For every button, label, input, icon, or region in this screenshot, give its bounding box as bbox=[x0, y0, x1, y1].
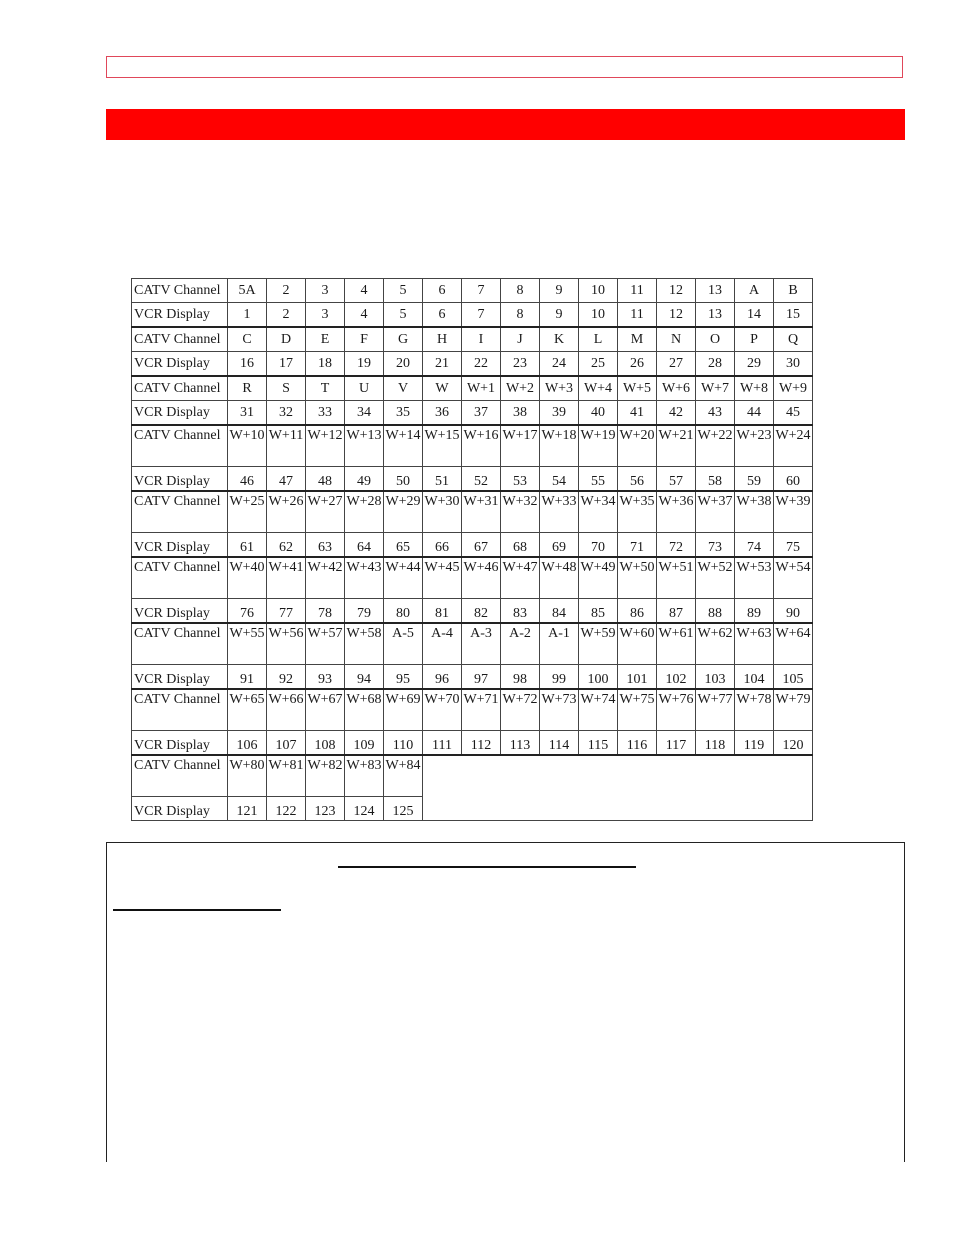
vcr-display-cell: 6 bbox=[423, 303, 462, 328]
vcr-display-cell: 10 bbox=[579, 303, 618, 328]
section-title-bar bbox=[106, 109, 905, 140]
vcr-display-cell: 66 bbox=[423, 533, 462, 558]
catv-channel-cell: 12 bbox=[657, 279, 696, 303]
catv-channel-cell: W+33 bbox=[540, 491, 579, 533]
vcr-display-cell: 57 bbox=[657, 467, 696, 492]
catv-channel-row bbox=[132, 279, 813, 303]
vcr-display-cell: 72 bbox=[657, 533, 696, 558]
catv-channel-row bbox=[132, 557, 813, 599]
vcr-display-cell: 103 bbox=[696, 665, 735, 690]
catv-channel-cell: W+68 bbox=[345, 689, 384, 731]
vcr-display-cell: 71 bbox=[618, 533, 657, 558]
catv-channel-cell: W+83 bbox=[345, 755, 384, 797]
catv-channel-row bbox=[132, 755, 813, 797]
catv-channel-cell: W+27 bbox=[306, 491, 345, 533]
vcr-display-cell: 119 bbox=[735, 731, 774, 756]
vcr-display-cell: 42 bbox=[657, 401, 696, 426]
vcr-display-cell: 85 bbox=[579, 599, 618, 624]
catv-channel-cell: W+39 bbox=[774, 491, 813, 533]
catv-channel-cell: Q bbox=[774, 327, 813, 352]
catv-channel-cell: W bbox=[423, 376, 462, 401]
vcr-display-cell: 83 bbox=[501, 599, 540, 624]
catv-channel-cell: W+59 bbox=[579, 623, 618, 665]
catv-channel-cell: W+26 bbox=[267, 491, 306, 533]
vcr-display-cell: 121 bbox=[228, 797, 267, 821]
catv-channel-cell: W+38 bbox=[735, 491, 774, 533]
vcr-display-cell: 47 bbox=[267, 467, 306, 492]
vcr-display-cell: 52 bbox=[462, 467, 501, 492]
catv-channel-cell: A-5 bbox=[384, 623, 423, 665]
vcr-display-cell: 64 bbox=[345, 533, 384, 558]
catv-channel-cell: W+75 bbox=[618, 689, 657, 731]
vcr-display-cell: 67 bbox=[462, 533, 501, 558]
vcr-display-cell: 17 bbox=[267, 352, 306, 377]
vcr-display-label: VCR Display bbox=[132, 665, 228, 690]
vcr-display-cell: 44 bbox=[735, 401, 774, 426]
catv-channel-cell: I bbox=[462, 327, 501, 352]
catv-channel-cell: W+16 bbox=[462, 425, 501, 467]
vcr-display-cell: 63 bbox=[306, 533, 345, 558]
vcr-display-cell: 93 bbox=[306, 665, 345, 690]
catv-channel-cell: W+62 bbox=[696, 623, 735, 665]
vcr-display-cell: 113 bbox=[501, 731, 540, 756]
catv-channel-cell: B bbox=[774, 279, 813, 303]
vcr-display-cell: 46 bbox=[228, 467, 267, 492]
vcr-display-cell: 37 bbox=[462, 401, 501, 426]
catv-channel-cell: D bbox=[267, 327, 306, 352]
vcr-display-cell: 33 bbox=[306, 401, 345, 426]
empty-table-area bbox=[423, 755, 813, 821]
vcr-display-cell: 26 bbox=[618, 352, 657, 377]
vcr-display-cell: 39 bbox=[540, 401, 579, 426]
vcr-display-cell: 69 bbox=[540, 533, 579, 558]
vcr-display-cell: 7 bbox=[462, 303, 501, 328]
note-subheading-underline bbox=[113, 909, 281, 911]
vcr-display-cell: 102 bbox=[657, 665, 696, 690]
vcr-display-cell: 74 bbox=[735, 533, 774, 558]
vcr-display-cell: 32 bbox=[267, 401, 306, 426]
catv-channel-cell: W+81 bbox=[267, 755, 306, 797]
vcr-display-cell: 79 bbox=[345, 599, 384, 624]
catv-channel-cell: W+19 bbox=[579, 425, 618, 467]
catv-channel-cell: H bbox=[423, 327, 462, 352]
catv-channel-cell: W+7 bbox=[696, 376, 735, 401]
catv-channel-cell: W+31 bbox=[462, 491, 501, 533]
catv-channel-cell: W+24 bbox=[774, 425, 813, 467]
catv-channel-label: CATV Channel bbox=[132, 623, 228, 665]
catv-channel-cell: W+43 bbox=[345, 557, 384, 599]
catv-channel-cell: W+34 bbox=[579, 491, 618, 533]
vcr-display-cell: 106 bbox=[228, 731, 267, 756]
vcr-display-cell: 29 bbox=[735, 352, 774, 377]
vcr-display-cell: 24 bbox=[540, 352, 579, 377]
catv-channel-cell: W+54 bbox=[774, 557, 813, 599]
catv-channel-cell: W+28 bbox=[345, 491, 384, 533]
catv-channel-cell: W+5 bbox=[618, 376, 657, 401]
vcr-display-label: VCR Display bbox=[132, 401, 228, 426]
catv-channel-cell: A-3 bbox=[462, 623, 501, 665]
catv-channel-cell: W+25 bbox=[228, 491, 267, 533]
catv-channel-cell: A bbox=[735, 279, 774, 303]
vcr-display-cell: 36 bbox=[423, 401, 462, 426]
catv-channel-cell: W+67 bbox=[306, 689, 345, 731]
vcr-display-cell: 125 bbox=[384, 797, 423, 821]
vcr-display-cell: 49 bbox=[345, 467, 384, 492]
catv-channel-cell: W+82 bbox=[306, 755, 345, 797]
vcr-display-cell: 60 bbox=[774, 467, 813, 492]
catv-channel-row bbox=[132, 491, 813, 533]
catv-channel-cell: 10 bbox=[579, 279, 618, 303]
vcr-display-row bbox=[132, 352, 813, 377]
catv-channel-row bbox=[132, 425, 813, 467]
catv-channel-cell: W+18 bbox=[540, 425, 579, 467]
catv-channel-cell: F bbox=[345, 327, 384, 352]
catv-channel-cell: 5A bbox=[228, 279, 267, 303]
vcr-display-cell: 86 bbox=[618, 599, 657, 624]
vcr-display-cell: 96 bbox=[423, 665, 462, 690]
catv-channel-cell: P bbox=[735, 327, 774, 352]
catv-channel-cell: W+35 bbox=[618, 491, 657, 533]
vcr-display-cell: 2 bbox=[267, 303, 306, 328]
vcr-display-cell: 65 bbox=[384, 533, 423, 558]
vcr-display-cell: 115 bbox=[579, 731, 618, 756]
vcr-display-cell: 107 bbox=[267, 731, 306, 756]
catv-channel-cell: W+37 bbox=[696, 491, 735, 533]
catv-channel-cell: W+2 bbox=[501, 376, 540, 401]
vcr-display-cell: 116 bbox=[618, 731, 657, 756]
catv-channel-cell: W+13 bbox=[345, 425, 384, 467]
vcr-display-cell: 123 bbox=[306, 797, 345, 821]
catv-channel-cell: W+60 bbox=[618, 623, 657, 665]
vcr-display-cell: 68 bbox=[501, 533, 540, 558]
vcr-display-cell: 28 bbox=[696, 352, 735, 377]
catv-channel-cell: W+76 bbox=[657, 689, 696, 731]
catv-channel-cell: N bbox=[657, 327, 696, 352]
vcr-display-cell: 35 bbox=[384, 401, 423, 426]
vcr-display-cell: 27 bbox=[657, 352, 696, 377]
vcr-display-row bbox=[132, 533, 813, 558]
catv-channel-cell: E bbox=[306, 327, 345, 352]
vcr-display-cell: 41 bbox=[618, 401, 657, 426]
catv-channel-cell: 9 bbox=[540, 279, 579, 303]
catv-channel-cell: A-1 bbox=[540, 623, 579, 665]
catv-channel-cell: W+55 bbox=[228, 623, 267, 665]
vcr-display-cell: 12 bbox=[657, 303, 696, 328]
vcr-display-cell: 84 bbox=[540, 599, 579, 624]
catv-channel-cell: W+61 bbox=[657, 623, 696, 665]
catv-channel-cell: O bbox=[696, 327, 735, 352]
catv-channel-cell: 6 bbox=[423, 279, 462, 303]
vcr-display-cell: 94 bbox=[345, 665, 384, 690]
catv-channel-cell: W+29 bbox=[384, 491, 423, 533]
catv-channel-cell: W+17 bbox=[501, 425, 540, 467]
vcr-display-label: VCR Display bbox=[132, 797, 228, 821]
catv-channel-cell: W+20 bbox=[618, 425, 657, 467]
catv-channel-cell: W+56 bbox=[267, 623, 306, 665]
vcr-display-cell: 120 bbox=[774, 731, 813, 756]
catv-channel-cell: W+14 bbox=[384, 425, 423, 467]
vcr-display-cell: 43 bbox=[696, 401, 735, 426]
catv-channel-cell: W+72 bbox=[501, 689, 540, 731]
vcr-display-cell: 109 bbox=[345, 731, 384, 756]
catv-channel-label: CATV Channel bbox=[132, 376, 228, 401]
vcr-display-cell: 81 bbox=[423, 599, 462, 624]
catv-channel-cell: W+8 bbox=[735, 376, 774, 401]
catv-channel-cell: W+23 bbox=[735, 425, 774, 467]
catv-channel-cell: W+9 bbox=[774, 376, 813, 401]
vcr-display-row bbox=[132, 467, 813, 492]
vcr-display-cell: 117 bbox=[657, 731, 696, 756]
catv-channel-cell: W+66 bbox=[267, 689, 306, 731]
catv-channel-cell: T bbox=[306, 376, 345, 401]
catv-channel-cell: W+84 bbox=[384, 755, 423, 797]
catv-channel-cell: W+52 bbox=[696, 557, 735, 599]
catv-channel-cell: W+10 bbox=[228, 425, 267, 467]
vcr-display-cell: 30 bbox=[774, 352, 813, 377]
vcr-display-cell: 95 bbox=[384, 665, 423, 690]
vcr-display-cell: 11 bbox=[618, 303, 657, 328]
catv-channel-cell: W+77 bbox=[696, 689, 735, 731]
vcr-display-cell: 70 bbox=[579, 533, 618, 558]
catv-channel-cell: W+11 bbox=[267, 425, 306, 467]
catv-channel-cell: W+45 bbox=[423, 557, 462, 599]
vcr-display-cell: 25 bbox=[579, 352, 618, 377]
catv-channel-row bbox=[132, 623, 813, 665]
vcr-display-cell: 75 bbox=[774, 533, 813, 558]
catv-channel-cell: W+64 bbox=[774, 623, 813, 665]
note-box bbox=[106, 842, 905, 1162]
catv-channel-cell: W+4 bbox=[579, 376, 618, 401]
vcr-display-cell: 90 bbox=[774, 599, 813, 624]
vcr-display-cell: 122 bbox=[267, 797, 306, 821]
vcr-display-cell: 104 bbox=[735, 665, 774, 690]
vcr-display-cell: 91 bbox=[228, 665, 267, 690]
catv-channel-cell: W+49 bbox=[579, 557, 618, 599]
catv-channel-cell: W+42 bbox=[306, 557, 345, 599]
vcr-display-cell: 53 bbox=[501, 467, 540, 492]
vcr-display-cell: 59 bbox=[735, 467, 774, 492]
page-header-frame bbox=[106, 56, 903, 78]
vcr-display-cell: 14 bbox=[735, 303, 774, 328]
catv-channel-cell: R bbox=[228, 376, 267, 401]
catv-channel-cell: W+22 bbox=[696, 425, 735, 467]
catv-channel-cell: W+80 bbox=[228, 755, 267, 797]
catv-channel-cell: W+51 bbox=[657, 557, 696, 599]
vcr-display-label: VCR Display bbox=[132, 599, 228, 624]
vcr-display-cell: 18 bbox=[306, 352, 345, 377]
vcr-display-cell: 92 bbox=[267, 665, 306, 690]
catv-channel-row bbox=[132, 376, 813, 401]
vcr-display-cell: 89 bbox=[735, 599, 774, 624]
vcr-display-row bbox=[132, 303, 813, 328]
catv-channel-cell: W+30 bbox=[423, 491, 462, 533]
catv-channel-cell: W+63 bbox=[735, 623, 774, 665]
catv-channel-cell: 8 bbox=[501, 279, 540, 303]
catv-channel-cell: W+48 bbox=[540, 557, 579, 599]
vcr-display-cell: 78 bbox=[306, 599, 345, 624]
catv-channel-label: CATV Channel bbox=[132, 279, 228, 303]
catv-channel-cell: V bbox=[384, 376, 423, 401]
catv-channel-cell: W+69 bbox=[384, 689, 423, 731]
vcr-display-cell: 76 bbox=[228, 599, 267, 624]
catv-channel-row bbox=[132, 327, 813, 352]
catv-channel-cell: S bbox=[267, 376, 306, 401]
catv-channel-label: CATV Channel bbox=[132, 755, 228, 797]
catv-channel-row bbox=[132, 689, 813, 731]
catv-channel-label: CATV Channel bbox=[132, 557, 228, 599]
vcr-display-label: VCR Display bbox=[132, 303, 228, 328]
vcr-display-cell: 48 bbox=[306, 467, 345, 492]
vcr-display-cell: 8 bbox=[501, 303, 540, 328]
vcr-display-row bbox=[132, 731, 813, 756]
catv-channel-cell: W+65 bbox=[228, 689, 267, 731]
vcr-display-cell: 50 bbox=[384, 467, 423, 492]
catv-channel-cell: K bbox=[540, 327, 579, 352]
catv-channel-cell: W+21 bbox=[657, 425, 696, 467]
vcr-display-row bbox=[132, 599, 813, 624]
vcr-display-cell: 22 bbox=[462, 352, 501, 377]
vcr-display-cell: 98 bbox=[501, 665, 540, 690]
catv-channel-cell: W+6 bbox=[657, 376, 696, 401]
catv-channel-cell: W+36 bbox=[657, 491, 696, 533]
catv-channel-cell: W+53 bbox=[735, 557, 774, 599]
catv-channel-cell: 7 bbox=[462, 279, 501, 303]
vcr-display-cell: 31 bbox=[228, 401, 267, 426]
vcr-display-cell: 118 bbox=[696, 731, 735, 756]
vcr-display-cell: 87 bbox=[657, 599, 696, 624]
vcr-display-cell: 124 bbox=[345, 797, 384, 821]
vcr-display-cell: 88 bbox=[696, 599, 735, 624]
catv-channel-cell: J bbox=[501, 327, 540, 352]
catv-channel-cell: W+47 bbox=[501, 557, 540, 599]
catv-channel-cell: C bbox=[228, 327, 267, 352]
vcr-display-cell: 20 bbox=[384, 352, 423, 377]
catv-channel-label: CATV Channel bbox=[132, 327, 228, 352]
vcr-display-cell: 55 bbox=[579, 467, 618, 492]
vcr-display-cell: 61 bbox=[228, 533, 267, 558]
catv-channel-cell: 11 bbox=[618, 279, 657, 303]
vcr-display-cell: 23 bbox=[501, 352, 540, 377]
vcr-display-row bbox=[132, 665, 813, 690]
vcr-display-cell: 62 bbox=[267, 533, 306, 558]
vcr-display-cell: 15 bbox=[774, 303, 813, 328]
vcr-display-cell: 9 bbox=[540, 303, 579, 328]
vcr-display-cell: 1 bbox=[228, 303, 267, 328]
catv-channel-cell: W+57 bbox=[306, 623, 345, 665]
catv-channel-cell: W+78 bbox=[735, 689, 774, 731]
vcr-display-label: VCR Display bbox=[132, 352, 228, 377]
catv-channel-cell: W+32 bbox=[501, 491, 540, 533]
vcr-display-cell: 99 bbox=[540, 665, 579, 690]
vcr-display-cell: 40 bbox=[579, 401, 618, 426]
vcr-display-cell: 56 bbox=[618, 467, 657, 492]
catv-channel-cell: W+70 bbox=[423, 689, 462, 731]
catv-channel-cell: W+50 bbox=[618, 557, 657, 599]
vcr-display-cell: 16 bbox=[228, 352, 267, 377]
catv-channel-cell: W+44 bbox=[384, 557, 423, 599]
catv-channel-cell: 2 bbox=[267, 279, 306, 303]
vcr-display-label: VCR Display bbox=[132, 731, 228, 756]
vcr-display-cell: 100 bbox=[579, 665, 618, 690]
vcr-display-cell: 82 bbox=[462, 599, 501, 624]
vcr-display-cell: 108 bbox=[306, 731, 345, 756]
vcr-display-cell: 54 bbox=[540, 467, 579, 492]
catv-channel-cell: A-2 bbox=[501, 623, 540, 665]
catv-channel-cell: M bbox=[618, 327, 657, 352]
catv-channel-cell: W+3 bbox=[540, 376, 579, 401]
vcr-display-row bbox=[132, 401, 813, 426]
vcr-display-cell: 51 bbox=[423, 467, 462, 492]
vcr-display-cell: 73 bbox=[696, 533, 735, 558]
catv-channel-table bbox=[131, 278, 813, 821]
vcr-display-cell: 34 bbox=[345, 401, 384, 426]
vcr-display-cell: 80 bbox=[384, 599, 423, 624]
catv-channel-cell: 5 bbox=[384, 279, 423, 303]
catv-channel-cell: L bbox=[579, 327, 618, 352]
catv-channel-cell: W+46 bbox=[462, 557, 501, 599]
catv-channel-table-image bbox=[131, 278, 813, 819]
vcr-display-label: VCR Display bbox=[132, 533, 228, 558]
vcr-display-cell: 21 bbox=[423, 352, 462, 377]
vcr-display-cell: 114 bbox=[540, 731, 579, 756]
vcr-display-cell: 97 bbox=[462, 665, 501, 690]
vcr-display-cell: 110 bbox=[384, 731, 423, 756]
vcr-display-cell: 111 bbox=[423, 731, 462, 756]
catv-channel-label: CATV Channel bbox=[132, 689, 228, 731]
catv-channel-label: CATV Channel bbox=[132, 425, 228, 467]
catv-channel-cell: W+40 bbox=[228, 557, 267, 599]
vcr-display-cell: 4 bbox=[345, 303, 384, 328]
vcr-display-cell: 101 bbox=[618, 665, 657, 690]
catv-channel-cell: U bbox=[345, 376, 384, 401]
catv-channel-cell: W+74 bbox=[579, 689, 618, 731]
catv-channel-cell: G bbox=[384, 327, 423, 352]
vcr-display-cell: 13 bbox=[696, 303, 735, 328]
vcr-display-cell: 45 bbox=[774, 401, 813, 426]
vcr-display-cell: 5 bbox=[384, 303, 423, 328]
catv-channel-label: CATV Channel bbox=[132, 491, 228, 533]
vcr-display-cell: 19 bbox=[345, 352, 384, 377]
catv-channel-cell: 4 bbox=[345, 279, 384, 303]
catv-channel-cell: W+41 bbox=[267, 557, 306, 599]
vcr-display-cell: 58 bbox=[696, 467, 735, 492]
catv-channel-cell: W+71 bbox=[462, 689, 501, 731]
vcr-display-cell: 112 bbox=[462, 731, 501, 756]
vcr-display-label: VCR Display bbox=[132, 467, 228, 492]
catv-channel-cell: W+79 bbox=[774, 689, 813, 731]
catv-channel-cell: 3 bbox=[306, 279, 345, 303]
vcr-display-cell: 105 bbox=[774, 665, 813, 690]
catv-channel-cell: W+15 bbox=[423, 425, 462, 467]
note-heading-underline bbox=[338, 866, 636, 868]
catv-channel-cell: W+58 bbox=[345, 623, 384, 665]
catv-channel-cell: A-4 bbox=[423, 623, 462, 665]
vcr-display-cell: 3 bbox=[306, 303, 345, 328]
catv-channel-cell: W+73 bbox=[540, 689, 579, 731]
catv-channel-cell: 13 bbox=[696, 279, 735, 303]
catv-channel-cell: W+1 bbox=[462, 376, 501, 401]
catv-channel-cell: W+12 bbox=[306, 425, 345, 467]
vcr-display-cell: 38 bbox=[501, 401, 540, 426]
vcr-display-cell: 77 bbox=[267, 599, 306, 624]
